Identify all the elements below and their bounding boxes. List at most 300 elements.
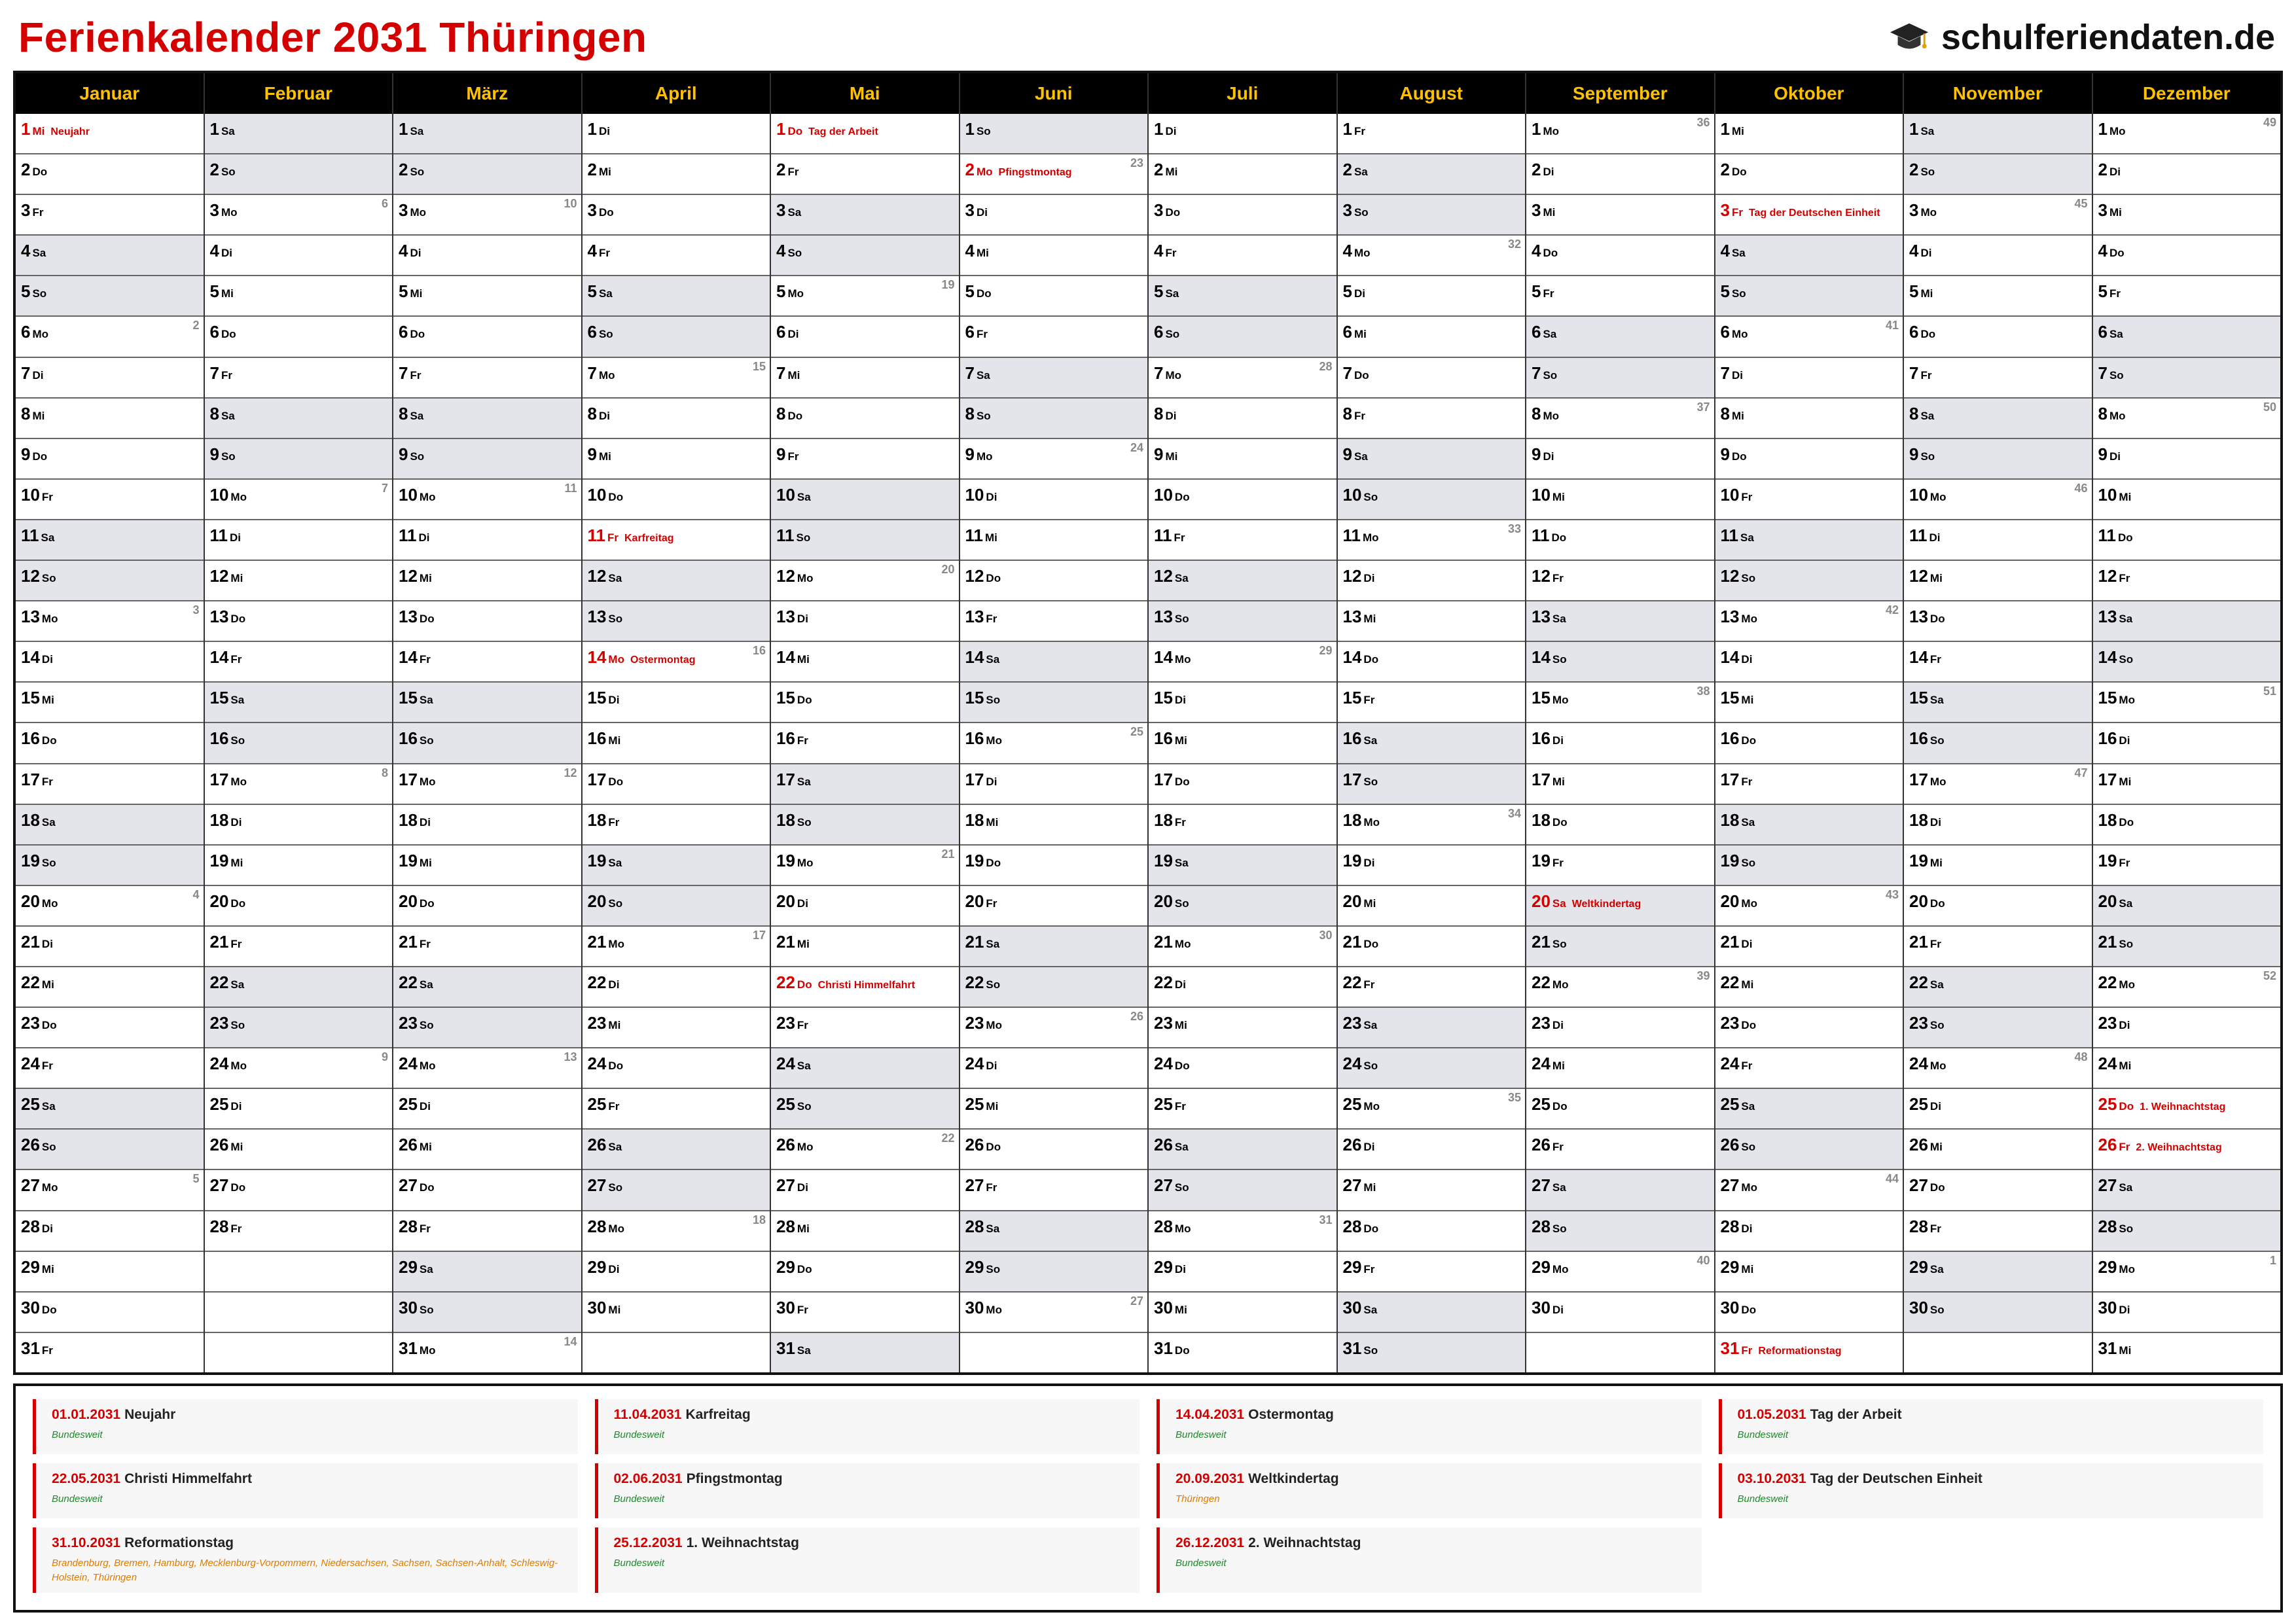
month-header: Januar bbox=[79, 83, 140, 103]
day-number: 29 bbox=[399, 1257, 418, 1277]
day-cell bbox=[1338, 763, 1526, 804]
empty-cell bbox=[205, 1332, 393, 1372]
weekday: So bbox=[1741, 1141, 1756, 1154]
day-label bbox=[210, 526, 242, 546]
weekday: Fr bbox=[1920, 368, 1932, 382]
day-number: 15 bbox=[209, 688, 229, 708]
day-number: 2 bbox=[1342, 160, 1352, 180]
day-label bbox=[399, 1175, 435, 1196]
day-cell bbox=[1904, 763, 2092, 804]
day-number: 1 bbox=[587, 119, 597, 139]
day-number: 25 bbox=[776, 1094, 795, 1115]
day-number: 17 bbox=[965, 769, 984, 789]
day-cell bbox=[205, 114, 393, 153]
day-number: 3 bbox=[587, 200, 597, 221]
month-column bbox=[959, 114, 1148, 1372]
day-cell bbox=[1338, 885, 1526, 925]
day-label bbox=[399, 566, 432, 586]
weekday: Mi bbox=[1165, 450, 1178, 463]
weekday: Fr bbox=[230, 937, 242, 950]
weekday: Mi bbox=[1552, 1060, 1565, 1073]
day-label bbox=[210, 891, 246, 912]
month-column bbox=[1147, 114, 1336, 1372]
day-label bbox=[588, 566, 622, 586]
weekday: Di bbox=[1363, 856, 1375, 869]
day-cell bbox=[960, 681, 1148, 722]
day-number: 13 bbox=[21, 607, 40, 627]
legend-scope: Bundesweit bbox=[1175, 1429, 1227, 1440]
day-number: 18 bbox=[1342, 810, 1362, 830]
day-number: 23 bbox=[965, 1013, 984, 1033]
day-cell bbox=[2093, 885, 2281, 925]
day-label bbox=[2098, 688, 2135, 708]
day-cell bbox=[16, 925, 204, 966]
day-number: 6 bbox=[1720, 322, 1730, 342]
weekday: Sa bbox=[608, 856, 622, 869]
weekday: Di bbox=[1543, 450, 1554, 463]
day-number: 9 bbox=[776, 444, 786, 464]
day-label bbox=[210, 728, 245, 749]
day-cell bbox=[16, 966, 204, 1007]
weekday: So bbox=[41, 572, 56, 585]
day-label bbox=[399, 1257, 433, 1277]
empty-cell bbox=[205, 1291, 393, 1332]
weekday: Do bbox=[1363, 1222, 1379, 1235]
week-number: 21 bbox=[941, 847, 955, 861]
day-cell bbox=[2093, 275, 2281, 315]
day-number: 21 bbox=[209, 931, 229, 952]
weekday: Mi bbox=[1929, 572, 1943, 585]
day-number: 30 bbox=[1342, 1297, 1362, 1317]
day-label bbox=[965, 688, 1001, 708]
weekday: Mo bbox=[1174, 1222, 1191, 1235]
weekday: Sa bbox=[986, 937, 1000, 950]
day-cell bbox=[1338, 397, 1526, 438]
day-label bbox=[965, 810, 999, 830]
week-number: 26 bbox=[1130, 1010, 1143, 1024]
weekday: So bbox=[410, 166, 425, 179]
day-number: 16 bbox=[776, 728, 795, 749]
day-label bbox=[1532, 728, 1564, 749]
day-number: 26 bbox=[1720, 1135, 1740, 1155]
day-label bbox=[1343, 200, 1369, 221]
day-number: 14 bbox=[965, 647, 984, 668]
weekday: Do bbox=[1354, 368, 1369, 382]
week-number: 12 bbox=[564, 766, 577, 779]
weekday: Sa bbox=[1929, 694, 1944, 707]
day-number: 21 bbox=[1720, 931, 1740, 952]
weekday: Mi bbox=[1552, 775, 1565, 788]
month-header: Mai bbox=[770, 73, 959, 114]
weekday: So bbox=[419, 1303, 434, 1316]
day-label bbox=[21, 485, 53, 505]
weekday: Di bbox=[1174, 1262, 1186, 1275]
weekday: Sa bbox=[1174, 1141, 1189, 1154]
weekday: Mi bbox=[1363, 613, 1376, 626]
day-number: 22 bbox=[1154, 972, 1173, 992]
weekday: Di bbox=[608, 694, 620, 707]
legend-holiday-name: Tag der Deutschen Einheit bbox=[1810, 1471, 1982, 1486]
weekday: Do bbox=[986, 1141, 1001, 1154]
day-number: 11 bbox=[1342, 525, 1361, 545]
day-cell bbox=[16, 1169, 204, 1209]
day-number: 30 bbox=[2098, 1297, 2117, 1317]
day-number: 20 bbox=[209, 891, 229, 911]
day-number: 18 bbox=[776, 810, 795, 830]
weekday: Do bbox=[1731, 166, 1747, 179]
weekday: Sa bbox=[787, 206, 802, 219]
legend-holiday-name: Weltkindertag bbox=[1248, 1471, 1339, 1486]
day-number: 6 bbox=[965, 322, 975, 342]
day-number: 9 bbox=[965, 444, 975, 464]
day-cell bbox=[2093, 438, 2281, 478]
day-number: 10 bbox=[1154, 484, 1173, 505]
day-label bbox=[1909, 404, 1934, 424]
weekday: Fr bbox=[1174, 815, 1186, 829]
day-label bbox=[399, 444, 424, 465]
weekday: Di bbox=[1165, 125, 1177, 137]
day-label bbox=[399, 1054, 435, 1074]
weekday: Di bbox=[986, 775, 997, 788]
weekday: Mi bbox=[797, 653, 810, 666]
day-cell bbox=[1149, 722, 1336, 762]
day-number: 7 bbox=[1342, 363, 1352, 383]
weekday: Fr bbox=[32, 206, 44, 219]
day-number: 6 bbox=[21, 322, 31, 342]
weekday: Fr bbox=[607, 531, 619, 544]
day-number: 1 bbox=[1532, 119, 1541, 139]
day-label bbox=[210, 932, 242, 952]
weekday: Mi bbox=[1929, 1141, 1943, 1154]
weekday: Mi bbox=[419, 856, 432, 869]
day-label bbox=[965, 485, 997, 505]
day-label bbox=[1532, 1135, 1564, 1155]
day-number: 4 bbox=[1909, 241, 1919, 261]
day-label bbox=[776, 728, 808, 749]
weekday: Fr bbox=[1363, 694, 1375, 707]
legend-item bbox=[1719, 1463, 2264, 1518]
day-number: 20 bbox=[1532, 891, 1551, 911]
day-label bbox=[210, 1054, 247, 1074]
weekday: Di bbox=[2119, 1303, 2130, 1316]
day-cell bbox=[1149, 1251, 1336, 1291]
day-number: 9 bbox=[587, 444, 597, 464]
day-label bbox=[965, 1217, 1000, 1237]
day-label bbox=[1532, 688, 1568, 708]
day-number: 7 bbox=[2098, 363, 2108, 383]
weekday: Mo bbox=[797, 572, 814, 585]
day-cell bbox=[1526, 315, 1714, 356]
weekday: Di bbox=[419, 815, 431, 829]
day-cell bbox=[1149, 1169, 1336, 1209]
day-cell bbox=[583, 438, 770, 478]
day-number: 20 bbox=[21, 891, 40, 911]
day-number: 17 bbox=[21, 769, 40, 789]
day-cell bbox=[1526, 560, 1714, 600]
day-number: 21 bbox=[399, 931, 418, 952]
day-cell bbox=[1149, 275, 1336, 315]
year-calendar bbox=[13, 71, 2283, 1375]
legend-date: 03.10.2031 bbox=[1737, 1471, 1806, 1486]
day-cell bbox=[1338, 519, 1526, 560]
day-cell bbox=[960, 438, 1148, 478]
day-label bbox=[1343, 932, 1379, 952]
day-label bbox=[1154, 1298, 1187, 1318]
day-number: 22 bbox=[1909, 972, 1928, 992]
day-cell bbox=[1904, 681, 2092, 722]
weekday: Mo bbox=[986, 734, 1002, 747]
day-cell bbox=[583, 275, 770, 315]
day-label bbox=[776, 404, 802, 424]
week-number: 34 bbox=[1507, 806, 1521, 820]
day-cell bbox=[1904, 438, 2092, 478]
weekday: Mi bbox=[1174, 1303, 1187, 1316]
day-number: 24 bbox=[1720, 1054, 1740, 1074]
week-number: 49 bbox=[2263, 116, 2276, 129]
day-number: 12 bbox=[1532, 566, 1551, 586]
day-number: 11 bbox=[2098, 525, 2116, 545]
day-label bbox=[776, 1135, 813, 1155]
day-cell bbox=[2093, 1047, 2281, 1088]
weekday: Mi bbox=[419, 1141, 432, 1154]
day-label bbox=[2098, 1135, 2222, 1155]
day-cell bbox=[393, 1007, 581, 1047]
day-number: 30 bbox=[1909, 1297, 1928, 1317]
day-label bbox=[399, 728, 434, 749]
day-label bbox=[1721, 485, 1753, 505]
day-label bbox=[21, 281, 46, 302]
day-label bbox=[1154, 688, 1186, 708]
week-number: 39 bbox=[1696, 969, 1710, 982]
day-label bbox=[1154, 322, 1179, 342]
day-label bbox=[1909, 1175, 1945, 1196]
weekday: Di bbox=[976, 206, 988, 219]
day-cell bbox=[960, 397, 1148, 438]
day-number: 7 bbox=[1154, 363, 1164, 383]
month-column bbox=[392, 114, 581, 1372]
day-cell bbox=[771, 1047, 959, 1088]
legend-holiday-name: Ostermontag bbox=[1248, 1407, 1334, 1422]
weekday: Mo bbox=[419, 1060, 436, 1073]
day-label bbox=[210, 485, 247, 505]
day-label bbox=[1532, 647, 1567, 668]
day-cell bbox=[1715, 560, 1903, 600]
day-label bbox=[399, 972, 433, 993]
day-number: 12 bbox=[1342, 566, 1362, 586]
day-cell bbox=[960, 1088, 1148, 1128]
weekday: Do bbox=[608, 1060, 624, 1073]
day-number: 21 bbox=[1342, 931, 1362, 952]
day-label bbox=[965, 972, 1001, 993]
day-number: 19 bbox=[209, 850, 229, 870]
day-label bbox=[2098, 810, 2134, 830]
day-number: 3 bbox=[2098, 200, 2108, 221]
day-cell bbox=[2093, 194, 2281, 234]
day-cell bbox=[1526, 234, 1714, 275]
day-label bbox=[21, 851, 56, 871]
day-cell bbox=[1338, 560, 1526, 600]
day-cell bbox=[1904, 1291, 2092, 1332]
day-label bbox=[1343, 607, 1376, 627]
weekday: So bbox=[1543, 368, 1558, 382]
day-number: 23 bbox=[209, 1013, 229, 1033]
weekday: Fr bbox=[2119, 856, 2130, 869]
day-label bbox=[1154, 1135, 1189, 1155]
month-header-row bbox=[16, 73, 2280, 114]
weekday: Do bbox=[797, 694, 812, 707]
day-number: 1 bbox=[965, 119, 975, 139]
day-label bbox=[1909, 1298, 1945, 1318]
weekday: So bbox=[2119, 1222, 2134, 1235]
day-cell bbox=[1338, 1169, 1526, 1209]
day-label bbox=[1909, 972, 1944, 993]
day-label bbox=[1721, 322, 1748, 342]
day-cell bbox=[960, 925, 1148, 966]
day-number: 5 bbox=[776, 281, 786, 302]
weekday: Di bbox=[1929, 815, 1941, 829]
day-cell bbox=[1526, 681, 1714, 722]
day-cell bbox=[960, 478, 1148, 519]
day-number: 21 bbox=[21, 931, 40, 952]
day-number: 10 bbox=[2098, 484, 2117, 505]
day-cell bbox=[1149, 1210, 1336, 1251]
weekday: Do bbox=[1741, 734, 1757, 747]
legend-item bbox=[1719, 1399, 2264, 1454]
day-label bbox=[399, 770, 435, 790]
day-number: 28 bbox=[776, 1216, 795, 1236]
day-label bbox=[1154, 851, 1189, 871]
legend-scope: Bundesweit bbox=[613, 1429, 665, 1440]
day-number: 5 bbox=[21, 281, 31, 302]
day-label bbox=[210, 200, 238, 221]
day-cell bbox=[2093, 114, 2281, 153]
legend-date: 11.04.2031 bbox=[613, 1407, 682, 1422]
day-cell bbox=[1338, 357, 1526, 397]
day-label bbox=[2098, 322, 2123, 342]
day-number: 31 bbox=[1342, 1338, 1362, 1358]
day-number: 17 bbox=[2098, 769, 2117, 789]
weekday: Mo bbox=[986, 1019, 1002, 1032]
day-cell bbox=[771, 1007, 959, 1047]
brand-logo[interactable] bbox=[1889, 17, 2275, 58]
day-number: 3 bbox=[209, 200, 219, 221]
weekday: Di bbox=[608, 978, 620, 991]
day-label bbox=[399, 404, 423, 424]
day-label bbox=[1721, 526, 1754, 546]
day-number: 19 bbox=[2098, 850, 2117, 870]
week-number: 48 bbox=[2074, 1050, 2088, 1064]
day-cell bbox=[1526, 1007, 1714, 1047]
day-cell bbox=[583, 114, 770, 153]
weekday: Do bbox=[787, 409, 803, 422]
week-number: 18 bbox=[752, 1213, 766, 1226]
week-number: 2 bbox=[192, 319, 200, 332]
day-label bbox=[21, 972, 54, 993]
day-cell bbox=[1904, 1128, 2092, 1169]
day-label bbox=[1721, 688, 1754, 708]
day-cell bbox=[1526, 1128, 1714, 1169]
day-number: 8 bbox=[21, 403, 31, 423]
day-label bbox=[1909, 485, 1946, 505]
weekday: Di bbox=[41, 1222, 53, 1235]
day-cell bbox=[583, 1251, 770, 1291]
weekday: Mo bbox=[230, 1060, 247, 1073]
day-label bbox=[1909, 363, 1931, 383]
holiday-name: Reformationstag bbox=[1758, 1345, 1842, 1357]
weekday: Fr bbox=[419, 937, 431, 950]
day-label bbox=[1909, 1217, 1941, 1237]
day-label bbox=[2098, 404, 2126, 424]
day-cell bbox=[393, 315, 581, 356]
weekday: Fr bbox=[797, 734, 808, 747]
day-cell bbox=[1526, 763, 1714, 804]
day-cell bbox=[1904, 925, 2092, 966]
day-label bbox=[399, 200, 426, 221]
weekday: Fr bbox=[608, 1100, 620, 1113]
day-label bbox=[776, 891, 808, 912]
day-number: 19 bbox=[1909, 850, 1928, 870]
weekday: Fr bbox=[41, 490, 53, 503]
weekday: Do bbox=[230, 897, 246, 910]
weekday: Sa bbox=[419, 694, 433, 707]
day-cell bbox=[2093, 966, 2281, 1007]
day-cell bbox=[393, 1047, 581, 1088]
weekday: So bbox=[1552, 937, 1567, 950]
day-label bbox=[1532, 485, 1565, 505]
legend-date: 01.01.2031 bbox=[52, 1407, 121, 1422]
day-cell bbox=[1338, 478, 1526, 519]
day-label bbox=[776, 932, 810, 952]
day-number: 16 bbox=[209, 728, 229, 749]
day-cell bbox=[2093, 804, 2281, 844]
day-label bbox=[1721, 404, 1744, 424]
day-cell bbox=[1338, 1007, 1526, 1047]
day-label bbox=[399, 810, 431, 830]
week-number: 44 bbox=[1885, 1172, 1899, 1186]
day-cell bbox=[205, 234, 393, 275]
day-number: 25 bbox=[21, 1094, 40, 1115]
day-number: 3 bbox=[1342, 200, 1352, 221]
empty-cell bbox=[960, 1332, 1148, 1372]
day-label bbox=[1532, 770, 1565, 790]
day-cell bbox=[960, 357, 1148, 397]
day-cell bbox=[1715, 234, 1903, 275]
day-cell bbox=[960, 804, 1148, 844]
weekday: Mi bbox=[230, 572, 243, 585]
month-column bbox=[1903, 114, 2092, 1372]
day-cell bbox=[771, 722, 959, 762]
day-label bbox=[2098, 932, 2134, 952]
day-label bbox=[1721, 363, 1743, 383]
weekday: Mo bbox=[1165, 368, 1182, 382]
day-label bbox=[1343, 972, 1375, 993]
day-label bbox=[965, 891, 997, 912]
weekday: Di bbox=[32, 368, 44, 382]
day-label bbox=[1343, 404, 1365, 424]
day-cell bbox=[1904, 641, 2092, 681]
day-label bbox=[210, 1013, 245, 1033]
day-cell bbox=[16, 641, 204, 681]
day-label bbox=[1532, 241, 1558, 261]
weekday: Mi bbox=[410, 287, 423, 300]
week-number: 6 bbox=[381, 197, 388, 211]
weekday: Sa bbox=[1741, 1100, 1755, 1113]
day-number: 5 bbox=[1720, 281, 1730, 302]
day-cell bbox=[771, 397, 959, 438]
day-label bbox=[1154, 1257, 1186, 1277]
day-cell bbox=[583, 478, 770, 519]
day-cell bbox=[16, 1047, 204, 1088]
